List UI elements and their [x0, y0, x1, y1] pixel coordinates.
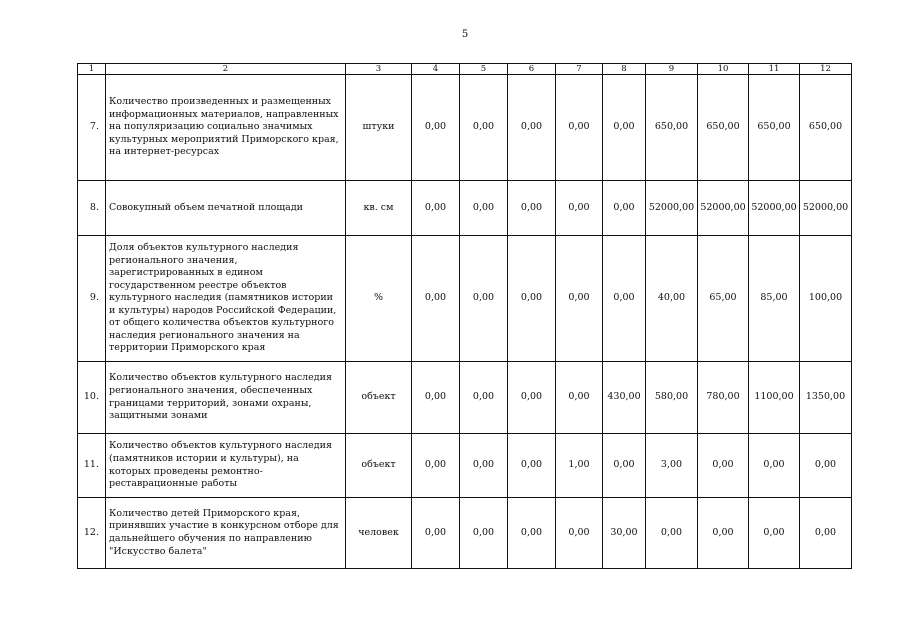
value-cell: 650,00 [698, 75, 749, 181]
value-cell: 0,00 [412, 498, 460, 569]
column-header: 12 [800, 64, 852, 75]
column-header: 7 [556, 64, 603, 75]
indicator-description: Количество детей Приморского края, принявших участие в конкурсном отборе для дальнейшего обучения по направлению "Искусство балета" [106, 498, 346, 569]
row-number: 11. [78, 434, 106, 498]
value-cell: 580,00 [646, 362, 698, 434]
value-cell: 0,00 [460, 181, 508, 236]
value-cell: 0,00 [460, 434, 508, 498]
value-cell: 0,00 [749, 434, 800, 498]
row-number: 9. [78, 236, 106, 362]
column-header: 10 [698, 64, 749, 75]
column-header: 4 [412, 64, 460, 75]
indicator-description: Совокупный объем печатной площади [106, 181, 346, 236]
indicator-table [77, 63, 852, 569]
value-cell: 0,00 [412, 181, 460, 236]
value-cell: 430,00 [603, 362, 646, 434]
value-cell: 0,00 [556, 75, 603, 181]
unit-cell: % [346, 236, 412, 362]
value-cell: 100,00 [800, 236, 852, 362]
value-cell: 650,00 [800, 75, 852, 181]
value-cell: 0,00 [412, 362, 460, 434]
table-row [78, 434, 852, 498]
value-cell: 0,00 [508, 362, 556, 434]
value-cell: 650,00 [749, 75, 800, 181]
column-header: 9 [646, 64, 698, 75]
column-header: 11 [749, 64, 800, 75]
value-cell: 0,00 [412, 236, 460, 362]
indicator-description: Количество объектов культурного наследия регионального значения, обеспеченных границами территорий, зонами охраны, защитными зонами [106, 362, 346, 434]
value-cell: 0,00 [603, 236, 646, 362]
column-header: 1 [78, 64, 106, 75]
value-cell: 52000,00 [698, 181, 749, 236]
column-header: 8 [603, 64, 646, 75]
value-cell: 0,00 [603, 434, 646, 498]
value-cell: 52000,00 [749, 181, 800, 236]
row-number: 7. [78, 75, 106, 181]
row-number: 10. [78, 362, 106, 434]
value-cell: 85,00 [749, 236, 800, 362]
column-header: 3 [346, 64, 412, 75]
value-cell: 0,00 [508, 434, 556, 498]
value-cell: 40,00 [646, 236, 698, 362]
value-cell: 0,00 [508, 498, 556, 569]
value-cell: 0,00 [603, 75, 646, 181]
unit-cell: кв. см [346, 181, 412, 236]
value-cell: 52000,00 [646, 181, 698, 236]
value-cell: 0,00 [460, 236, 508, 362]
value-cell: 650,00 [646, 75, 698, 181]
value-cell: 0,00 [603, 181, 646, 236]
value-cell: 0,00 [508, 181, 556, 236]
value-cell: 0,00 [800, 498, 852, 569]
value-cell: 0,00 [460, 75, 508, 181]
value-cell: 0,00 [412, 75, 460, 181]
value-cell: 0,00 [698, 498, 749, 569]
value-cell: 0,00 [460, 498, 508, 569]
table-row [78, 498, 852, 569]
value-cell: 0,00 [556, 498, 603, 569]
row-number: 8. [78, 181, 106, 236]
value-cell: 0,00 [698, 434, 749, 498]
value-cell: 0,00 [556, 181, 603, 236]
column-header: 6 [508, 64, 556, 75]
indicator-description: Количество произведенных и размещенных информационных материалов, направленных на популяризацию социально значимых культурных мероприятий Приморского края, на интернет-ресурсах [106, 75, 346, 181]
value-cell: 0,00 [460, 362, 508, 434]
value-cell: 30,00 [603, 498, 646, 569]
value-cell: 0,00 [412, 434, 460, 498]
table-row [78, 362, 852, 434]
column-header: 5 [460, 64, 508, 75]
value-cell: 0,00 [749, 498, 800, 569]
table-row [78, 236, 852, 362]
page-number: 5 [461, 29, 469, 40]
value-cell: 1350,00 [800, 362, 852, 434]
value-cell: 780,00 [698, 362, 749, 434]
value-cell: 0,00 [646, 498, 698, 569]
value-cell: 3,00 [646, 434, 698, 498]
unit-cell: объект [346, 362, 412, 434]
table-row [78, 75, 852, 181]
row-number: 12. [78, 498, 106, 569]
header-row [78, 64, 852, 75]
value-cell: 0,00 [556, 362, 603, 434]
unit-cell: штуки [346, 75, 412, 181]
value-cell: 0,00 [800, 434, 852, 498]
value-cell: 52000,00 [800, 181, 852, 236]
indicator-description: Доля объектов культурного наследия регионального значения, зарегистрированных в едином государственном реестре объектов культурного наследия (памятников истории и культуры) народов Российской Федерации, от общего количества объектов культурного наследия регионального значения на территории Приморского края [106, 236, 346, 362]
value-cell: 1100,00 [749, 362, 800, 434]
value-cell: 0,00 [508, 75, 556, 181]
value-cell: 0,00 [556, 236, 603, 362]
column-header: 2 [106, 64, 346, 75]
indicator-description: Количество объектов культурного наследия (памятников истории и культуры), на которых проведены ремонтно-реставрационные работы [106, 434, 346, 498]
value-cell: 1,00 [556, 434, 603, 498]
value-cell: 65,00 [698, 236, 749, 362]
table-row [78, 181, 852, 236]
unit-cell: человек [346, 498, 412, 569]
value-cell: 0,00 [508, 236, 556, 362]
unit-cell: объект [346, 434, 412, 498]
